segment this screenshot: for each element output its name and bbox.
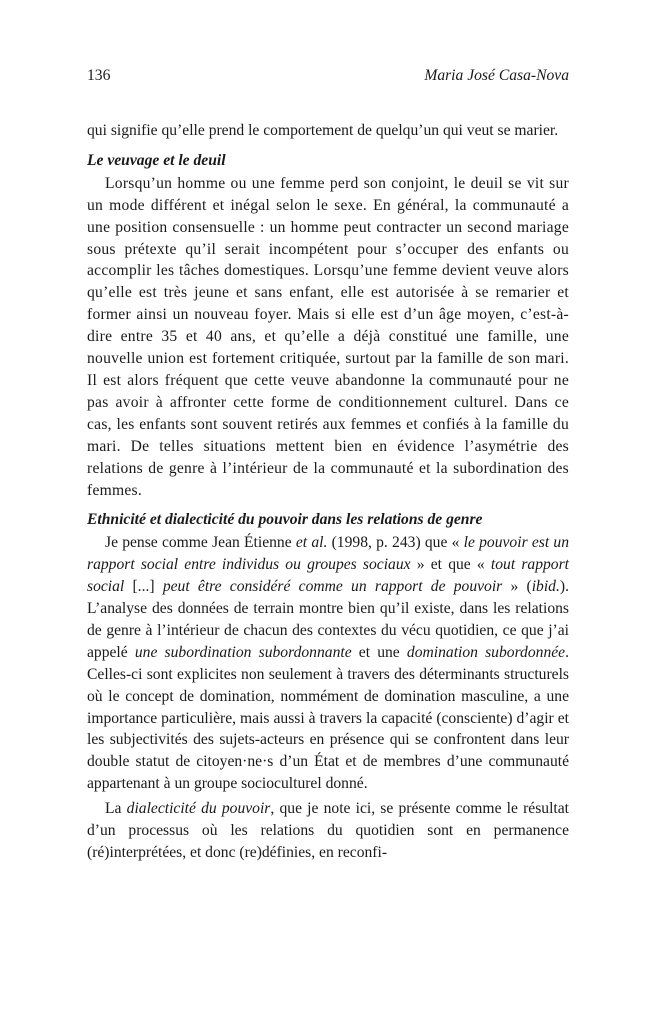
italic-run: le pouvoir est un rapport social entre individus ou groupes sociaux (87, 534, 570, 574)
text-run: Je pense comme Jean Étienne (105, 534, 296, 552)
italic-run: domination subordonnée (406, 643, 566, 661)
paragraph-ethnicite-1 (87, 532, 569, 795)
italic-run: dialecticité du pouvoir (126, 800, 271, 818)
text-run: . Celles-ci sont explicites non seulement à travers des déterminants structurels où le concept de domination, nommément de domination masculine, a une importance particulière, mais aussi à travers la capacité (consciente) d’agir et les subjectivités des sujets-acteurs en présence qui se confrontent dans leur double statut de citoyen·ne·s d’un État et de membres d’une communauté appartenant à un groupe socioculturel donné. (87, 643, 569, 793)
text-run: (1998, p. 243) que « (327, 534, 464, 552)
page-number: 136 (87, 67, 111, 84)
italic-run: ibid. (531, 578, 560, 596)
text-run: [...] (124, 578, 163, 596)
italic-run: tout rapport social (87, 556, 569, 596)
italic-run: une subordination subordonnante (134, 643, 352, 661)
text-run: » et que « (410, 556, 491, 574)
text-run: La (105, 800, 127, 818)
italic-run: peut être considéré comme un rapport de pouvoir (162, 578, 503, 596)
italic-run: et al. (295, 534, 328, 552)
running-head-author: Maria José Casa-Nova (424, 67, 569, 84)
text-run: » ( (502, 578, 532, 596)
text-run: , que je note ici, se présente comme le résultat d’un processus où les relations du quotidien sont en permanence (ré)interprétées, et donc (re)définies, en reconfi- (87, 800, 569, 861)
book-page (87, 66, 569, 864)
section-heading-ethnicite: Ethnicité et dialecticité du pouvoir dans les relations de genre (87, 511, 483, 529)
page-header (87, 66, 569, 86)
text-run: ). L’analyse des données de terrain montre bien qu’il existe, dans les relations de genre à l’intérieur de chacun des contextes du vécu quotidien, ce que j’ai appelé (87, 578, 569, 661)
paragraph-continuation: qui signifie qu’elle prend le comportement de quelqu’un qui veut se marier. (87, 122, 559, 139)
paragraph-veuvage: Lorsqu’un homme ou une femme perd son conjoint, le deuil se vit sur un mode différent et inégal selon le sexe. En général, la communauté a une position consensuelle : un homme peut contracter un second mariage sous prétexte qu’il serait incompétent pour s’occuper des enfants ou accomplir les tâches domestiques. Lorsqu’une femme devient veuve alors qu’elle est très jeune et sans enfant, elle est autorisée à se remarier et former ainsi un nouveau foyer. Mais si elle est d’un âge moyen, c’est-à-dire entre 35 et 40 ans, et qu’elle a déjà constitué une famille, une nouvelle union est fortement critiquée, surtout par la famille de son mari. Il est alors fréquent que cette veuve abandonne la communauté pour ne pas avoir à affronter cette forme de conditionnement culturel. Dans ce cas, les enfants sont souvent retirés aux femmes et confiés à la famille du mari. De telles situations mettent bien en évidence l’asymétrie des relations de genre à l’intérieur de la communauté et la subordination des femmes. (87, 174, 569, 499)
paragraph-ethnicite-2 (87, 798, 569, 864)
section-heading-veuvage: Le veuvage et le deuil (87, 151, 226, 169)
text-run: et une (351, 643, 407, 661)
